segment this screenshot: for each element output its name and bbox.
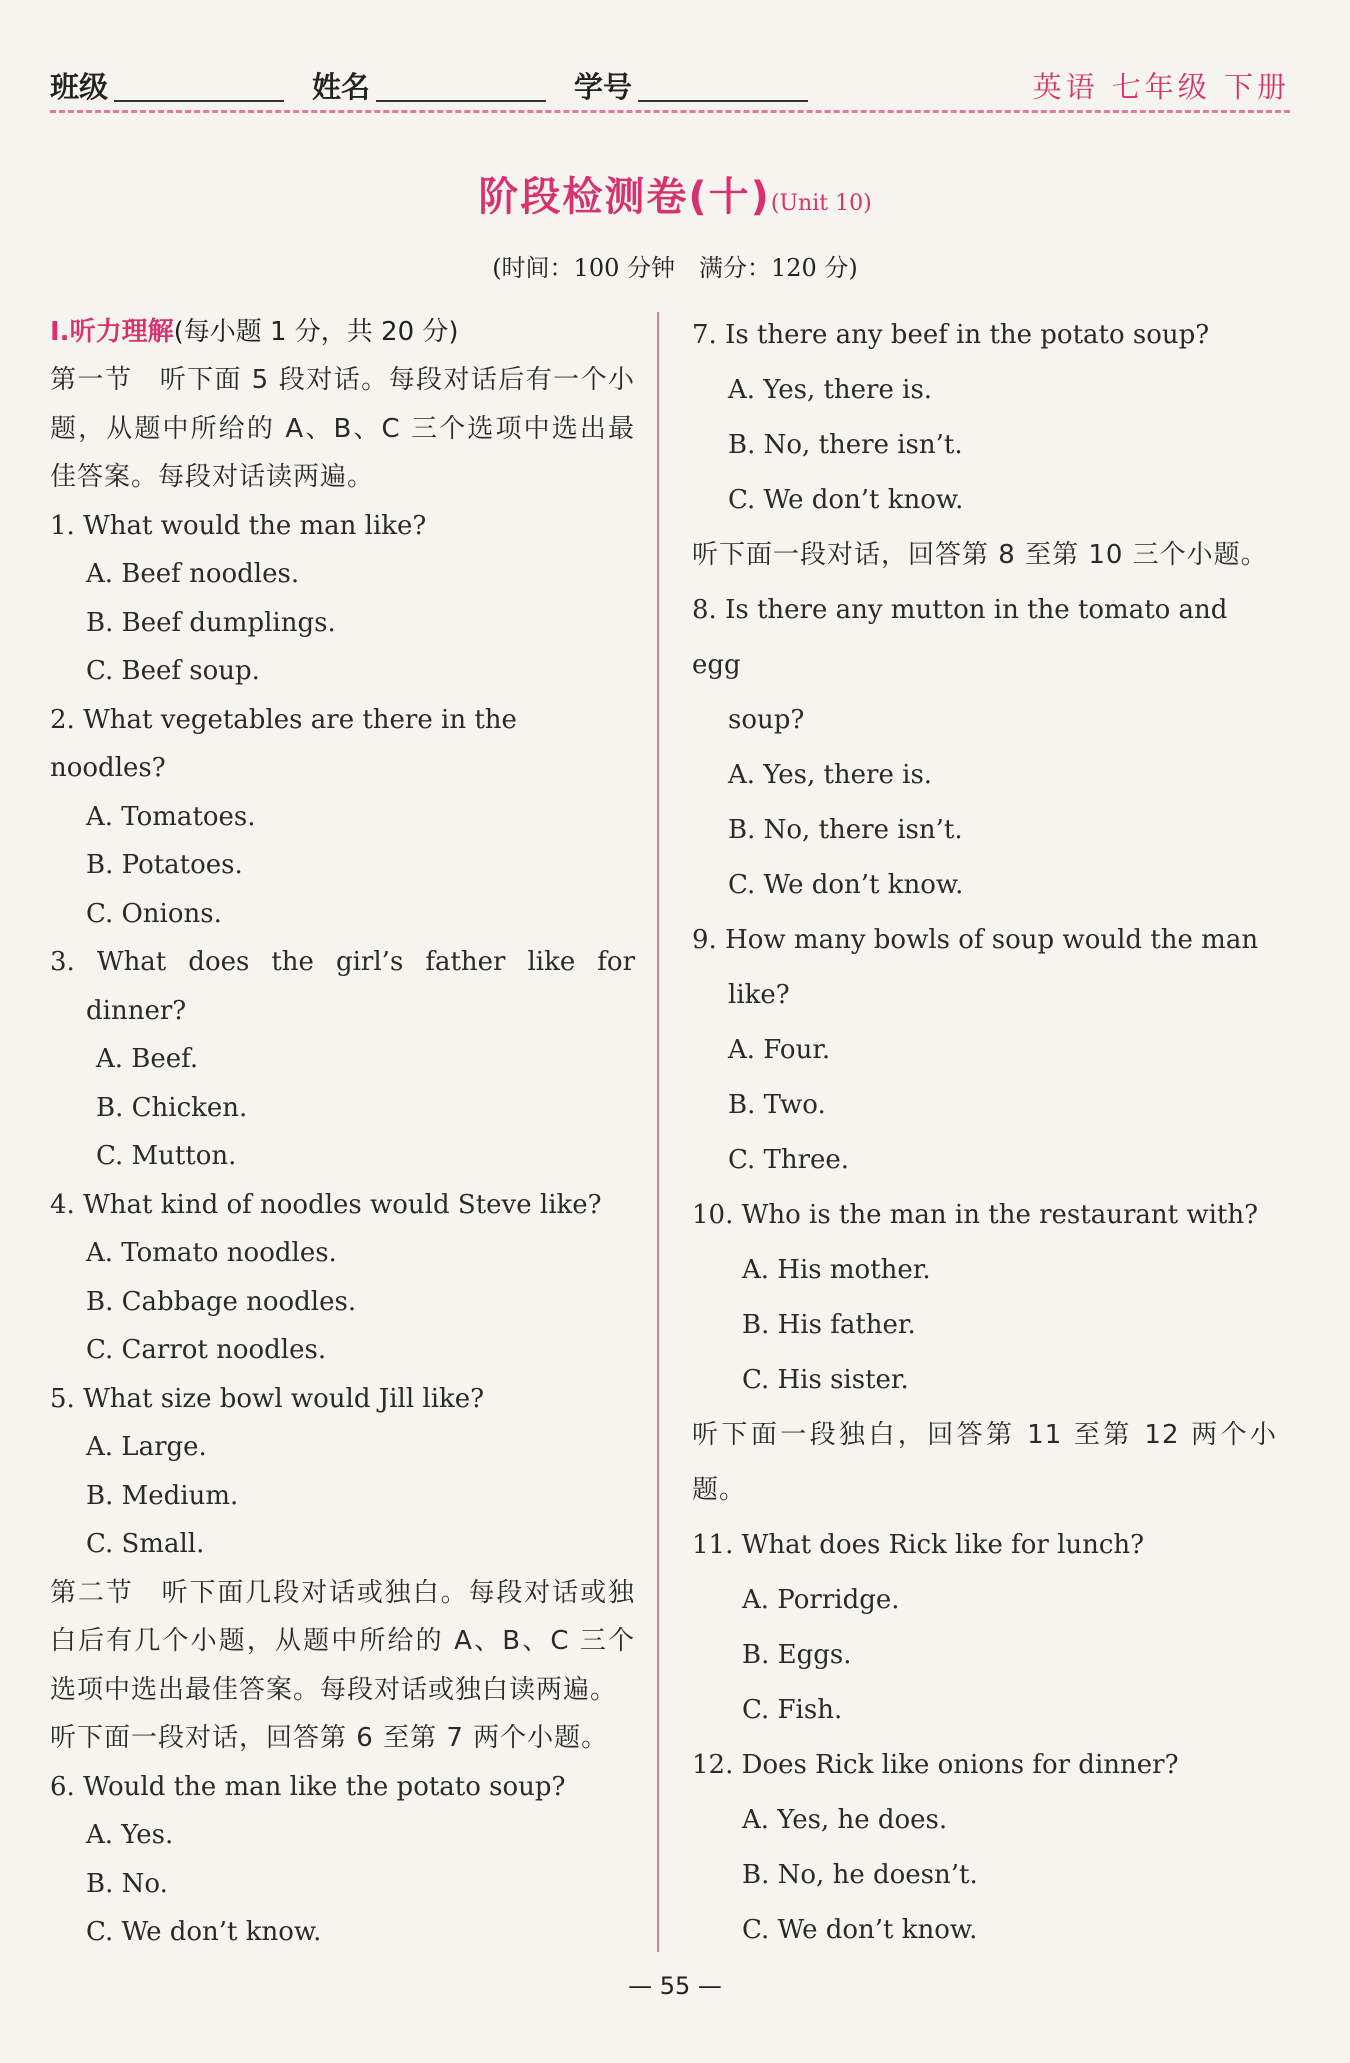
part2-intro: 第二节 听下面几段对话或独白。每段对话或独白后有几个小题，从题中所给的 A、B、C 三个选项中选出最佳答案。每段对话或独白读两遍。 bbox=[50, 1577, 635, 1705]
right-column bbox=[692, 308, 1277, 1958]
question-1 bbox=[50, 502, 635, 696]
option-a[interactable]: A. Beef. bbox=[96, 1044, 199, 1074]
section-score: (每小题 1 分，共 20 分) bbox=[173, 317, 459, 347]
question-12 bbox=[692, 1738, 1277, 1958]
question-text: 3. What does the girl’s father like for bbox=[50, 947, 635, 977]
question-8 bbox=[692, 583, 1277, 913]
option-c[interactable]: C. We don’t know. bbox=[86, 1917, 322, 1947]
option-c[interactable]: C. Small. bbox=[86, 1529, 205, 1559]
option-a[interactable]: A. Four. bbox=[728, 1035, 831, 1065]
subject-label: 英语 七年级 下册 bbox=[1032, 70, 1290, 104]
option-b[interactable]: B. Eggs. bbox=[742, 1640, 852, 1670]
question-text: 7. Is there any beef in the potato soup? bbox=[692, 320, 1210, 350]
option-a[interactable]: A. Beef noodles. bbox=[86, 559, 300, 589]
intro-6-7: 听下面一段对话，回答第 6 至第 7 两个小题。 bbox=[50, 1723, 609, 1753]
section-name: 听力理解 bbox=[69, 317, 174, 347]
question-4 bbox=[50, 1181, 635, 1375]
question-text-cont: dinner? bbox=[86, 995, 187, 1026]
option-b[interactable]: B. Cabbage noodles. bbox=[86, 1286, 357, 1317]
id-blank[interactable] bbox=[638, 100, 808, 102]
question-3 bbox=[50, 938, 635, 1181]
page-number: — 55 — bbox=[628, 1972, 722, 2000]
option-c[interactable]: C. We don’t know. bbox=[728, 870, 964, 900]
option-b[interactable]: B. No, there isn’t. bbox=[728, 815, 963, 845]
question-text: 9. How many bowls of soup would the man bbox=[692, 925, 1259, 955]
question-text-cont: like? bbox=[728, 980, 790, 1010]
option-c[interactable]: C. Three. bbox=[728, 1145, 850, 1175]
option-a[interactable]: A. Tomatoes. bbox=[86, 801, 256, 832]
intro-11-12: 听下面一段独白，回答第 11 至第 12 两个小题。 bbox=[692, 1420, 1277, 1505]
option-b[interactable]: B. Two. bbox=[728, 1090, 826, 1120]
question-2 bbox=[50, 696, 635, 939]
page-title bbox=[0, 165, 1350, 222]
option-a[interactable]: A. Large. bbox=[86, 1432, 207, 1462]
question-text: 4. What kind of noodles would Steve like? bbox=[50, 1189, 602, 1220]
option-c[interactable]: C. His sister. bbox=[742, 1365, 909, 1395]
question-text-cont: soup? bbox=[728, 705, 805, 735]
option-b[interactable]: B. Medium. bbox=[86, 1480, 239, 1511]
question-text: 6. Would the man like the potato soup? bbox=[50, 1771, 566, 1802]
question-5 bbox=[50, 1375, 635, 1569]
question-10 bbox=[692, 1188, 1277, 1408]
option-c[interactable]: C. Fish. bbox=[742, 1695, 843, 1725]
option-b[interactable]: B. Chicken. bbox=[96, 1092, 248, 1123]
question-11 bbox=[692, 1518, 1277, 1738]
question-text: 12. Does Rick like onions for dinner? bbox=[692, 1750, 1179, 1780]
option-a[interactable]: A. Yes, there is. bbox=[728, 760, 933, 790]
intro-8-10: 听下面一段对话，回答第 8 至第 10 三个小题。 bbox=[692, 540, 1268, 570]
option-b[interactable]: B. His father. bbox=[742, 1310, 916, 1340]
section-heading bbox=[50, 308, 635, 356]
id-label: 学号 bbox=[574, 70, 633, 104]
option-c[interactable]: C. We don’t know. bbox=[728, 485, 964, 515]
class-blank[interactable] bbox=[114, 100, 284, 102]
id-field bbox=[574, 65, 808, 110]
option-c[interactable]: C. Onions. bbox=[86, 898, 222, 929]
question-text: 2. What vegetables are there in the noodles? bbox=[50, 704, 517, 783]
question-9 bbox=[692, 913, 1277, 1188]
option-a[interactable]: A. Yes, he does. bbox=[742, 1805, 948, 1835]
name-label: 姓名 bbox=[312, 70, 371, 104]
class-field bbox=[50, 65, 284, 110]
option-a[interactable]: A. Tomato noodles. bbox=[86, 1238, 337, 1268]
left-column bbox=[50, 308, 635, 1957]
title-main: 阶段检测卷(十) bbox=[478, 174, 771, 220]
option-b[interactable]: B. Potatoes. bbox=[86, 850, 243, 880]
option-c[interactable]: C. Beef soup. bbox=[86, 656, 260, 686]
option-c[interactable]: C. We don’t know. bbox=[742, 1915, 978, 1945]
question-text: 10. Who is the man in the restaurant with? bbox=[692, 1200, 1259, 1230]
question-text: 8. Is there any mutton in the tomato and egg bbox=[692, 595, 1228, 680]
option-a[interactable]: A. Yes. bbox=[86, 1820, 174, 1850]
section-number: Ⅰ. bbox=[50, 317, 70, 347]
option-a[interactable]: A. His mother. bbox=[742, 1255, 931, 1285]
question-text: 5. What size bowl would Jill like? bbox=[50, 1383, 485, 1414]
option-c[interactable]: C. Carrot noodles. bbox=[86, 1335, 327, 1365]
class-label: 班级 bbox=[50, 70, 109, 104]
option-c[interactable]: C. Mutton. bbox=[96, 1141, 237, 1171]
header-bar bbox=[50, 62, 1290, 113]
time-info: (时间：100 分钟 满分：120 分) bbox=[492, 254, 858, 282]
option-a[interactable]: A. Yes, there is. bbox=[728, 375, 933, 405]
option-b[interactable]: B. Beef dumplings. bbox=[86, 607, 336, 638]
name-blank[interactable] bbox=[376, 100, 546, 102]
part1-intro: 第一节 听下面 5 段对话。每段对话后有一个小题，从题中所给的 A、B、C 三个选项中选出最佳答案。每段对话读两遍。 bbox=[50, 365, 635, 492]
column-divider bbox=[657, 312, 659, 1952]
title-sub: (Unit 10) bbox=[770, 191, 872, 216]
name-field bbox=[312, 65, 546, 110]
option-b[interactable]: B. No. bbox=[86, 1868, 168, 1899]
question-6 bbox=[50, 1763, 635, 1957]
option-b[interactable]: B. No, there isn’t. bbox=[728, 430, 963, 460]
option-a[interactable]: A. Porridge. bbox=[742, 1585, 900, 1615]
option-b[interactable]: B. No, he doesn’t. bbox=[742, 1860, 978, 1890]
question-7 bbox=[692, 308, 1277, 528]
question-text: 11. What does Rick like for lunch? bbox=[692, 1530, 1145, 1560]
question-text: 1. What would the man like? bbox=[50, 510, 427, 541]
